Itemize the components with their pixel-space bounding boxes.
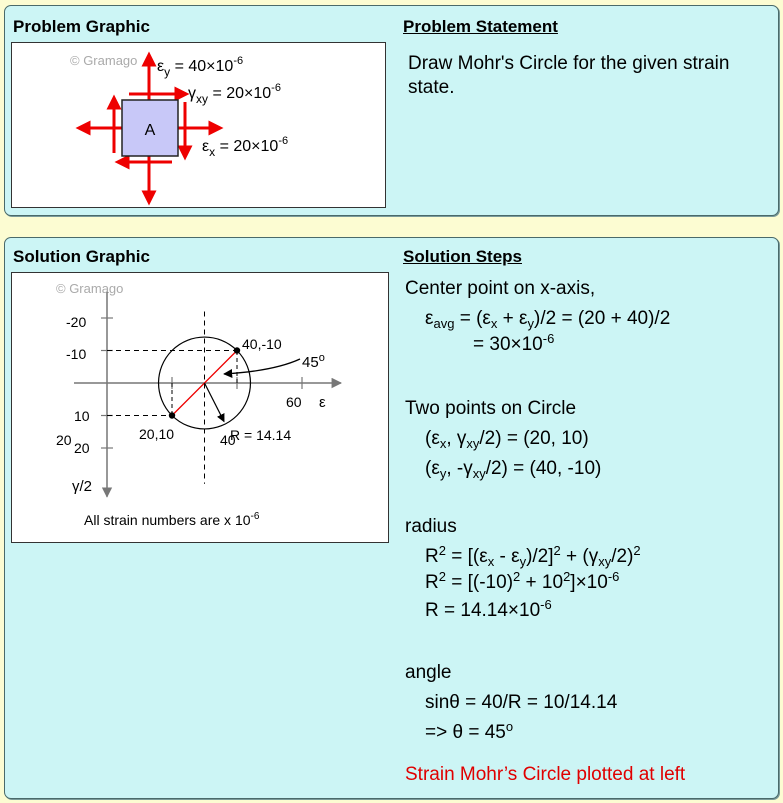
- tick-label-60: 60: [286, 394, 302, 410]
- x-axis-label: ε: [319, 394, 326, 411]
- mohr-circle-chart: [12, 273, 388, 542]
- step-radius-eq-1: $R^2 = [(\varepsilon_x - \varepsilon_y)/2]^2 + (\gamma_{xy}/2)^2$: [425, 543, 641, 569]
- problem-statement-text: Draw Mohr's Circle for the given strain state.: [408, 53, 730, 98]
- y-tick-label-10: 10: [74, 408, 90, 424]
- tick-label-20: 20: [56, 432, 72, 448]
- step-angle-result: => $\theta = 45^o$: [425, 719, 514, 743]
- step-angle-eq: sinθ = 40/R = 10/14.14: [425, 692, 618, 713]
- data-point-1: [234, 347, 240, 353]
- y-tick-label-m10: -10: [66, 346, 87, 362]
- conclusion-note: Strain Mohr’s Circle plotted at left: [405, 764, 686, 785]
- radius-label: R = 14.14: [230, 427, 292, 443]
- step-points-heading: Two points on Circle: [405, 398, 577, 419]
- problem-panel: [4, 5, 779, 216]
- watermark: © Gramago: [56, 281, 124, 296]
- problem-graphic: [11, 42, 386, 208]
- tick-label-40: 40: [220, 432, 236, 448]
- solution-panel: [4, 237, 779, 799]
- angle-arrow: [224, 359, 300, 374]
- y-tick-label-20: 20: [74, 440, 90, 456]
- solution-steps-title: Solution Steps: [403, 247, 522, 266]
- footer-note: All strain numbers are x $10^{-6}$: [84, 511, 260, 528]
- eps-x-label: $\varepsilon_x = 20\times 10^{-6}$: [202, 135, 289, 159]
- problem-statement-title: Problem Statement: [403, 17, 558, 36]
- solution-graphic-title: Solution Graphic: [13, 247, 150, 266]
- step-point-2: ($\varepsilon_y$, $-\gamma_{xy}/2) = (40$, -10): [425, 458, 602, 481]
- y-tick-label-m20: -20: [66, 314, 87, 330]
- data-point-2: [169, 412, 175, 418]
- solution-graphic: [11, 272, 389, 543]
- point-label-1: 40,-10: [242, 336, 282, 352]
- problem-graphic-title: Problem Graphic: [13, 17, 150, 36]
- element-label: A: [144, 122, 156, 139]
- gamma-xy-label: $\gamma_{xy} = 20\times 10^{-6}$: [188, 82, 281, 106]
- watermark: © Gramago: [70, 53, 138, 68]
- eps-y-label: $\varepsilon_y = 40\times 10^{-6}$: [157, 55, 244, 79]
- angle-label: 45$^o$: [302, 352, 325, 371]
- point-label-2: 20,10: [139, 426, 175, 442]
- step-center-eq: $\varepsilon_{avg} = (\varepsilon_x + \varepsilon_y)/2 = (20 + 40)/2$: [425, 308, 671, 331]
- step-angle-heading: angle: [405, 662, 452, 683]
- y-axis-label: γ/2: [72, 478, 93, 495]
- radius-arrow: [205, 383, 225, 422]
- strain-element-diagram: [12, 43, 385, 207]
- step-center-heading: Center point on x-axis,: [405, 278, 596, 299]
- step-radius-result: $R = 14.14\times 10^{-6}$: [425, 597, 552, 621]
- step-center-result: = $30\times 10^{-6}$: [473, 331, 555, 355]
- step-radius-heading: radius: [405, 516, 457, 537]
- step-point-1: ($\varepsilon_x$, $\gamma_{xy}/2) = (20$, 10): [425, 428, 589, 451]
- step-radius-eq-2: $R^2 = [(-10)^2 + 10^2]\times 10^{-6}$: [425, 569, 620, 593]
